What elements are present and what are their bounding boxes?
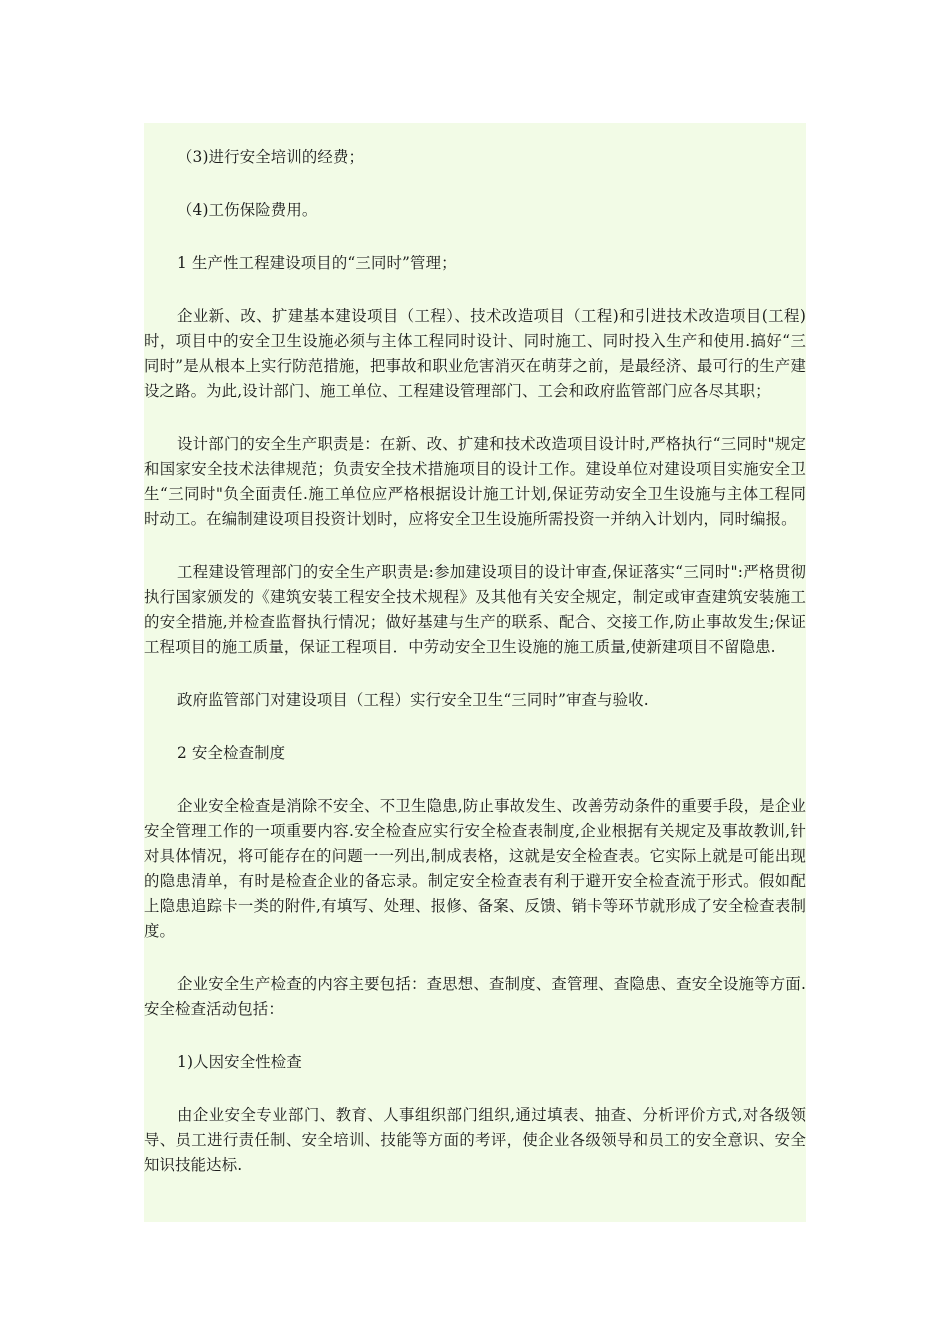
subheading-human-factor-inspection: 1)人因安全性检查: [177, 1053, 302, 1071]
paragraph-design-department: 设计部门的安全生产职责是：在新、改、扩建和技术改造项目设计时,严格执行“三同时"规定和国家安全技术法律规范；负责安全技术措施项目的设计工作。建设单位对建设项目实施安全卫生“三同时"负全面责任.施工单位应严格根据设计施工计划,保证劳动安全卫生设施与主体工程同时动工。在编制建设项目投资计划时，应将安全卫生设施所需投资一并纳入计划内，同时编报。: [144, 435, 806, 528]
paragraph-construction-management: 工程建设管理部门的安全生产职责是:参加建设项目的设计审查,保证落实“三同时":严格贯彻执行国家颁发的《建筑安装工程安全技术规程》及其他有关安全规定，制定或审查建筑安装施工的安全措施,并检查监督执行情况；做好基建与生产的联系、配合、交接工作,防止事故发生;保证工程项目的施工质量，保证工程项目．中劳动安全卫生设施的施工质量,使新建项目不留隐患.: [144, 563, 806, 656]
paragraph-human-factor-details: 由企业安全专业部门、教育、人事组织部门组织,通过填表、抽查、分析评价方式,对各级领导、员工进行责任制、安全培训、技能等方面的考评，使企业各级领导和员工的安全意识、安全知识技能达标.: [144, 1106, 806, 1174]
paragraph-item-training-funds: （3)进行安全培训的经费；: [177, 148, 365, 166]
paragraph-item-injury-insurance: （4)工伤保险费用。: [177, 201, 318, 219]
paragraph-inspection-contents: 企业安全生产检查的内容主要包括：查思想、查制度、查管理、查隐患、查安全设施等方面.安全检查活动包括：: [144, 975, 806, 1018]
paragraph-inspection-checklist: 企业安全检查是消除不安全、不卫生隐患,防止事故发生、改善劳动条件的重要手段，是企业安全管理工作的一项重要内容.安全检查应实行安全检查表制度,企业根据有关规定及事故教训,针对具体情况，将可能存在的问题一一列出,制成表格，这就是安全检查表。它实际上就是可能出现的隐患清单，有时是检查企业的备忘录。制定安全检查表有利于避开安全检查流于形式。假如配上隐患追踪卡一类的附件,有填写、处理、报修、备案、反馈、销卡等环节就形成了安全检查表制度。: [144, 797, 806, 940]
section-heading-three-simultaneous: 1 生产性工程建设项目的“三同时”管理；: [177, 254, 457, 272]
section-heading-safety-inspection: 2 安全检查制度: [177, 744, 286, 762]
paragraph-construction-projects: 企业新、改、扩建基本建设项目（工程）、技术改造项目（工程)和引进技术改造项目(工程)时，项目中的安全卫生设施必须与主体工程同时设计、同时施工、同时投入生产和使用.搞好“三同时”是从根本上实行防范措施，把事故和职业危害消灭在萌芽之前，是最经济、最可行的生产建设之路。为此,设计部门、施工单位、工程建设管理部门、工会和政府监管部门应各尽其职；: [144, 307, 806, 400]
document-content-block: [144, 123, 806, 1222]
paragraph-government-supervision: 政府监管部门对建设项目（工程）实行安全卫生“三同时”审查与验收.: [177, 691, 649, 709]
